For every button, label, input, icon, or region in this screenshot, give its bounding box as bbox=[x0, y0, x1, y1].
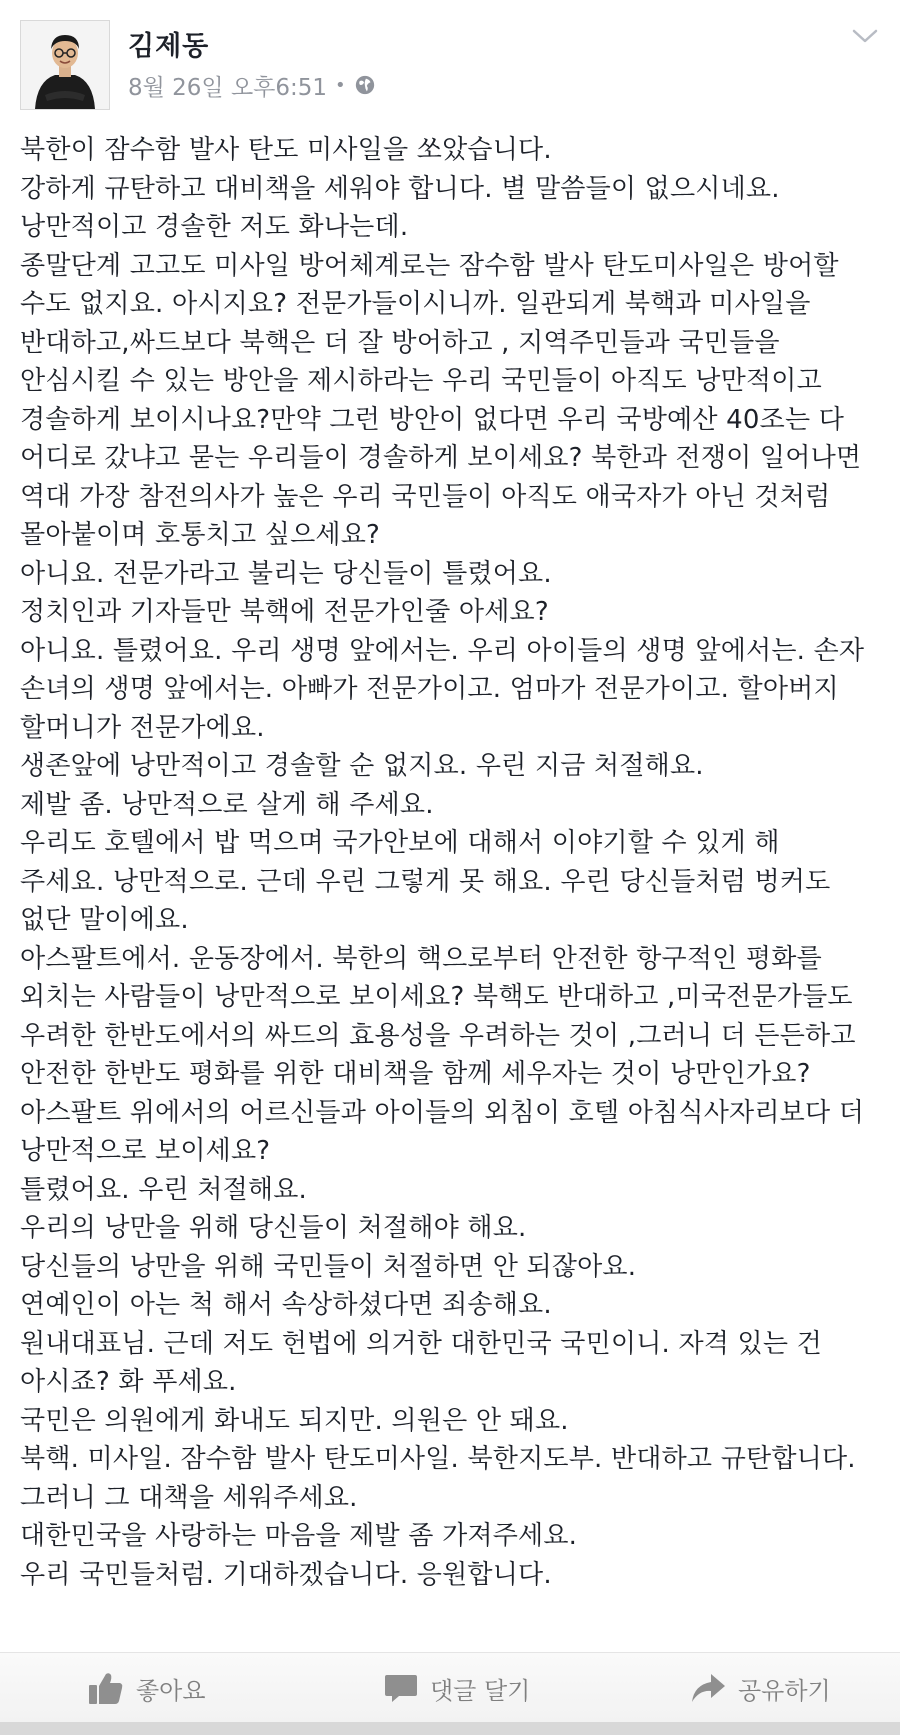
post-line: 우려한 한반도에서의 싸드의 효용성을 우려하는 것이 ,그러니 더 든든하고 bbox=[20, 1020, 856, 1051]
post-line: 제발 좀. 낭만적으로 살게 해 주세요. bbox=[20, 789, 434, 820]
like-label: 좋아요 bbox=[136, 1676, 206, 1705]
post-line: 손녀의 생명 앞에서는. 아빠가 전문가이고. 엄마가 전문가이고. 할아버지 bbox=[20, 674, 839, 704]
post-line: 아스팔트 위에서의 어르신들과 아이들의 외침이 호텔 아침식사자리보다 더 bbox=[20, 1097, 865, 1128]
post-line: 낭만적으로 보이세요? bbox=[20, 1136, 271, 1166]
meta-separator: • bbox=[335, 74, 346, 96]
share-arrow-icon bbox=[690, 1672, 726, 1704]
post-line: 북한이 잠수함 발사 탄도 미사일을 쏘았습니다. bbox=[20, 135, 552, 165]
post-line: 외치는 사람들이 낭만적으로 보이세요? 북핵도 반대하고 ,미국전문가들도 bbox=[20, 982, 853, 1012]
author-name[interactable]: 김제동 bbox=[128, 31, 210, 62]
post-line: 몰아붙이며 호통치고 싶으세요? bbox=[20, 520, 381, 550]
post-line: 연예인이 아는 척 해서 속상하셨다면 죄송해요. bbox=[20, 1290, 552, 1320]
post-line: 안심시킬 수 있는 방안을 제시하라는 우리 국민들이 아직도 낭만적이고 bbox=[20, 366, 822, 396]
post-line: 우리 국민들처럼. 기대하겠습니다. 응원합니다. bbox=[20, 1559, 552, 1590]
post-line: 아시죠? 화 푸세요. bbox=[20, 1367, 237, 1397]
comment-button[interactable] bbox=[384, 1653, 530, 1723]
like-button[interactable] bbox=[88, 1653, 206, 1723]
post-header bbox=[20, 18, 880, 110]
comment-label: 댓글 달기 bbox=[430, 1676, 531, 1705]
post-line: 반대하고,싸드보다 북핵은 더 잘 방어하고 , 지역주민들과 국민들을 bbox=[20, 327, 780, 358]
globe-icon[interactable] bbox=[354, 74, 376, 96]
avatar[interactable] bbox=[20, 20, 110, 110]
action-bar bbox=[0, 1652, 900, 1723]
post-line: 수도 없지요. 아시지요? 전문가들이시니까. 일관되게 북핵과 미사일을 bbox=[20, 289, 811, 319]
post-line: 우리도 호텔에서 밥 먹으며 국가안보에 대해서 이야기할 수 있게 해 bbox=[20, 828, 780, 858]
post-line: 아니요. 틀렸어요. 우리 생명 앞에서는. 우리 아이들의 생명 앞에서는. 손자 bbox=[20, 635, 865, 666]
post-line: 대한민국을 사랑하는 마음을 제발 좀 가져주세요. bbox=[20, 1521, 578, 1551]
post-body bbox=[20, 131, 886, 1594]
post-line: 그러니 그 대책을 세워주세요. bbox=[20, 1482, 358, 1513]
post-line: 강하게 규탄하고 대비책을 세워야 합니다. 별 말씀들이 없으시네요. bbox=[20, 173, 780, 204]
post-line: 종말단계 고고도 미사일 방어체계로는 잠수함 발사 탄도미사일은 방어할 bbox=[20, 250, 839, 281]
post-line: 생존앞에 낭만적이고 경솔할 순 없지요. 우린 지금 처절해요. bbox=[20, 751, 704, 781]
post-line: 경솔하게 보이시나요?만약 그런 방안이 없다면 우리 국방예산 40조는 다 bbox=[20, 404, 845, 435]
post-line: 아스팔트에서. 운동장에서. 북한의 핵으로부터 안전한 항구적인 평화를 bbox=[20, 943, 822, 974]
post-timestamp[interactable]: 8월 26일 오후6:51 bbox=[128, 74, 328, 101]
post-line: 할머니가 전문가에요. bbox=[20, 712, 265, 743]
post-line: 당신들의 낭만을 위해 국민들이 처절하면 안 되잖아요. bbox=[20, 1251, 637, 1282]
post-line: 원내대표님. 근데 저도 헌법에 의거한 대한민국 국민이니. 자격 있는 건 bbox=[20, 1328, 822, 1359]
post-line: 안전한 한반도 평화를 위한 대비책을 함께 세우자는 것이 낭만인가요? bbox=[20, 1059, 811, 1089]
post-line: 어디로 갔냐고 묻는 우리들이 경솔하게 보이세요? 북한과 전쟁이 일어나면 bbox=[20, 443, 862, 473]
post-line: 없단 말이에요. bbox=[20, 905, 189, 935]
post-line: 주세요. 낭만적으로. 근데 우린 그렇게 못 해요. 우린 당신들처럼 벙커도 bbox=[20, 866, 831, 897]
share-button[interactable] bbox=[690, 1653, 831, 1723]
post-line: 역대 가장 참전의사가 높은 우리 국민들이 아직도 애국자가 아닌 것처럼 bbox=[20, 481, 831, 512]
comment-bubble-icon bbox=[384, 1672, 418, 1704]
post-line: 정치인과 기자들만 북핵에 전문가인줄 아세요? bbox=[20, 597, 549, 627]
post-line: 우리의 낭만을 위해 당신들이 처절해야 해요. bbox=[20, 1213, 527, 1243]
thumbs-up-icon bbox=[88, 1671, 124, 1705]
post-line: 북핵. 미사일. 잠수함 발사 탄도미사일. 북한지도부. 반대하고 규탄합니다. bbox=[20, 1444, 856, 1474]
post-line: 낭만적이고 경솔한 저도 화나는데. bbox=[20, 212, 409, 242]
share-label: 공유하기 bbox=[738, 1676, 831, 1705]
post-line: 국민은 의원에게 화내도 되지만. 의원은 안 돼요. bbox=[20, 1405, 569, 1436]
bottom-divider bbox=[0, 1722, 900, 1735]
post-line: 아니요. 전문가라고 불리는 당신들이 틀렸어요. bbox=[20, 558, 552, 589]
chevron-down-icon[interactable] bbox=[850, 24, 880, 48]
post-meta bbox=[128, 70, 376, 100]
post-line: 틀렸어요. 우린 처절해요. bbox=[20, 1174, 308, 1205]
